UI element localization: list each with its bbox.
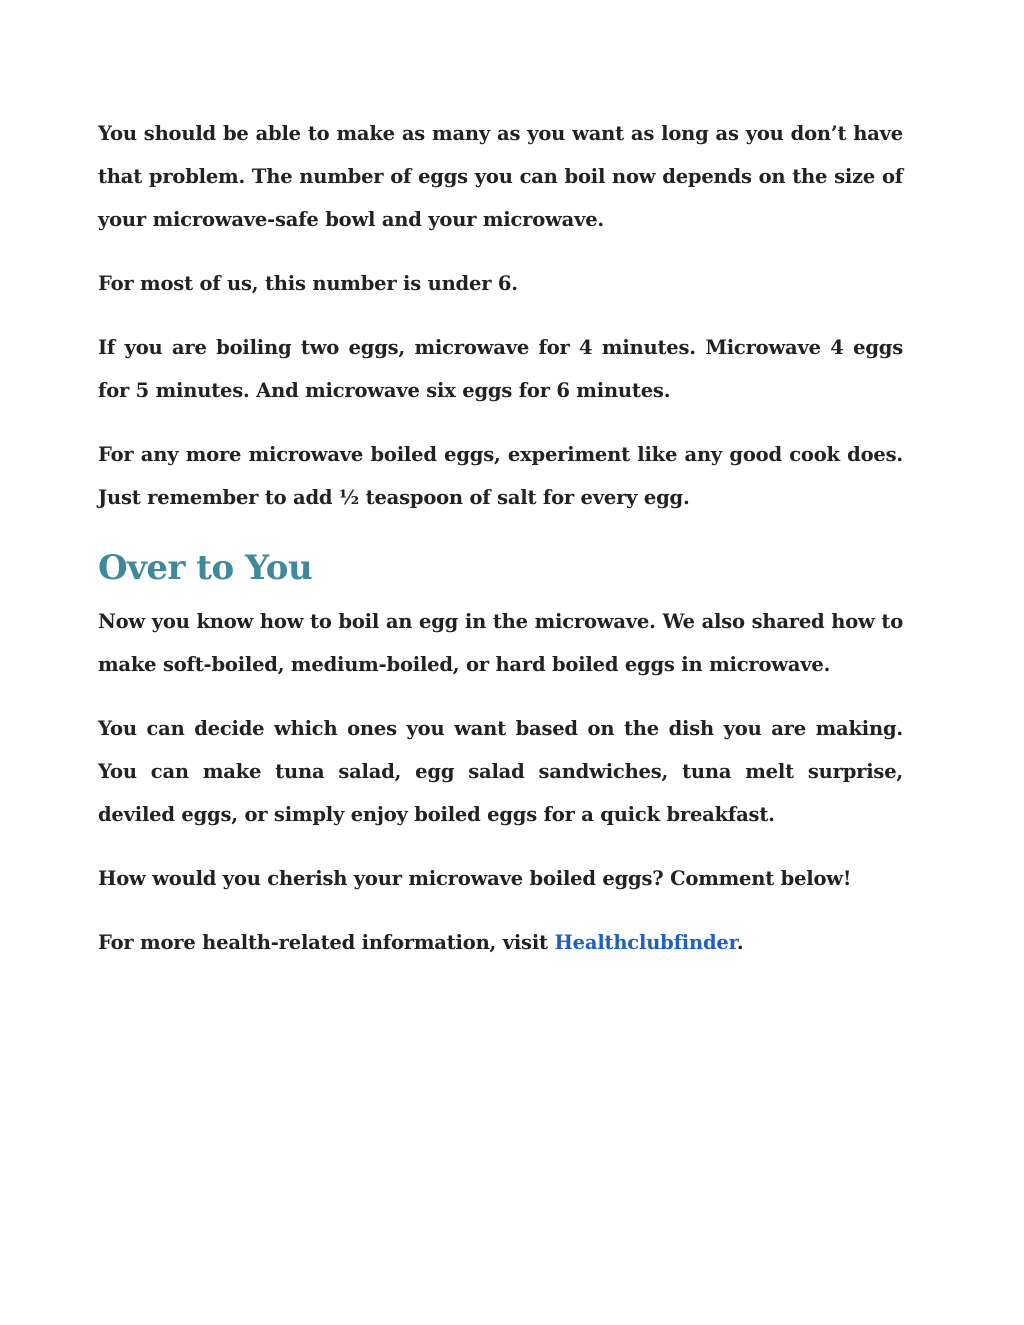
section-heading: Over to You bbox=[98, 548, 313, 588]
paragraph-number-under-six: For most of us, this number is under 6. bbox=[98, 272, 518, 295]
paragraph-microwave-times: If you are boiling two eggs, microwave for 4 minutes. Microwave 4 eggs for 5 minutes. And microwave six eggs for 6 minutes. bbox=[98, 336, 903, 402]
paragraph-experiment: For any more microwave boiled eggs, experiment like any good cook does. Just remember to add ½ teaspoon of salt for every egg. bbox=[98, 443, 903, 509]
paragraph-eggs-capacity: You should be able to make as many as you want as long as you don’t have that problem. The number of eggs you can boil now depends on the size of your microwave-safe bowl and your microwave. bbox=[98, 122, 903, 231]
more-info-suffix: . bbox=[736, 931, 744, 954]
healthclubfinder-link[interactable]: Healthclubfinder bbox=[554, 931, 737, 954]
paragraph-now-you-know: Now you know how to boil an egg in the microwave. We also shared how to make soft-boiled, medium-boiled, or hard boiled eggs in microwave. bbox=[98, 610, 903, 676]
paragraph-decide-dish: You can decide which ones you want based on the dish you are making. You can make tuna salad, egg salad sandwiches, tuna melt surprise, deviled eggs, or simply enjoy boiled eggs for a quick breakfast. bbox=[98, 717, 903, 826]
paragraph-more-info bbox=[98, 921, 903, 964]
paragraph-comment-prompt: How would you cherish your microwave boiled eggs? Comment below! bbox=[98, 867, 852, 890]
more-info-prefix: For more health-related information, visit bbox=[98, 931, 555, 954]
document-page bbox=[98, 112, 903, 985]
